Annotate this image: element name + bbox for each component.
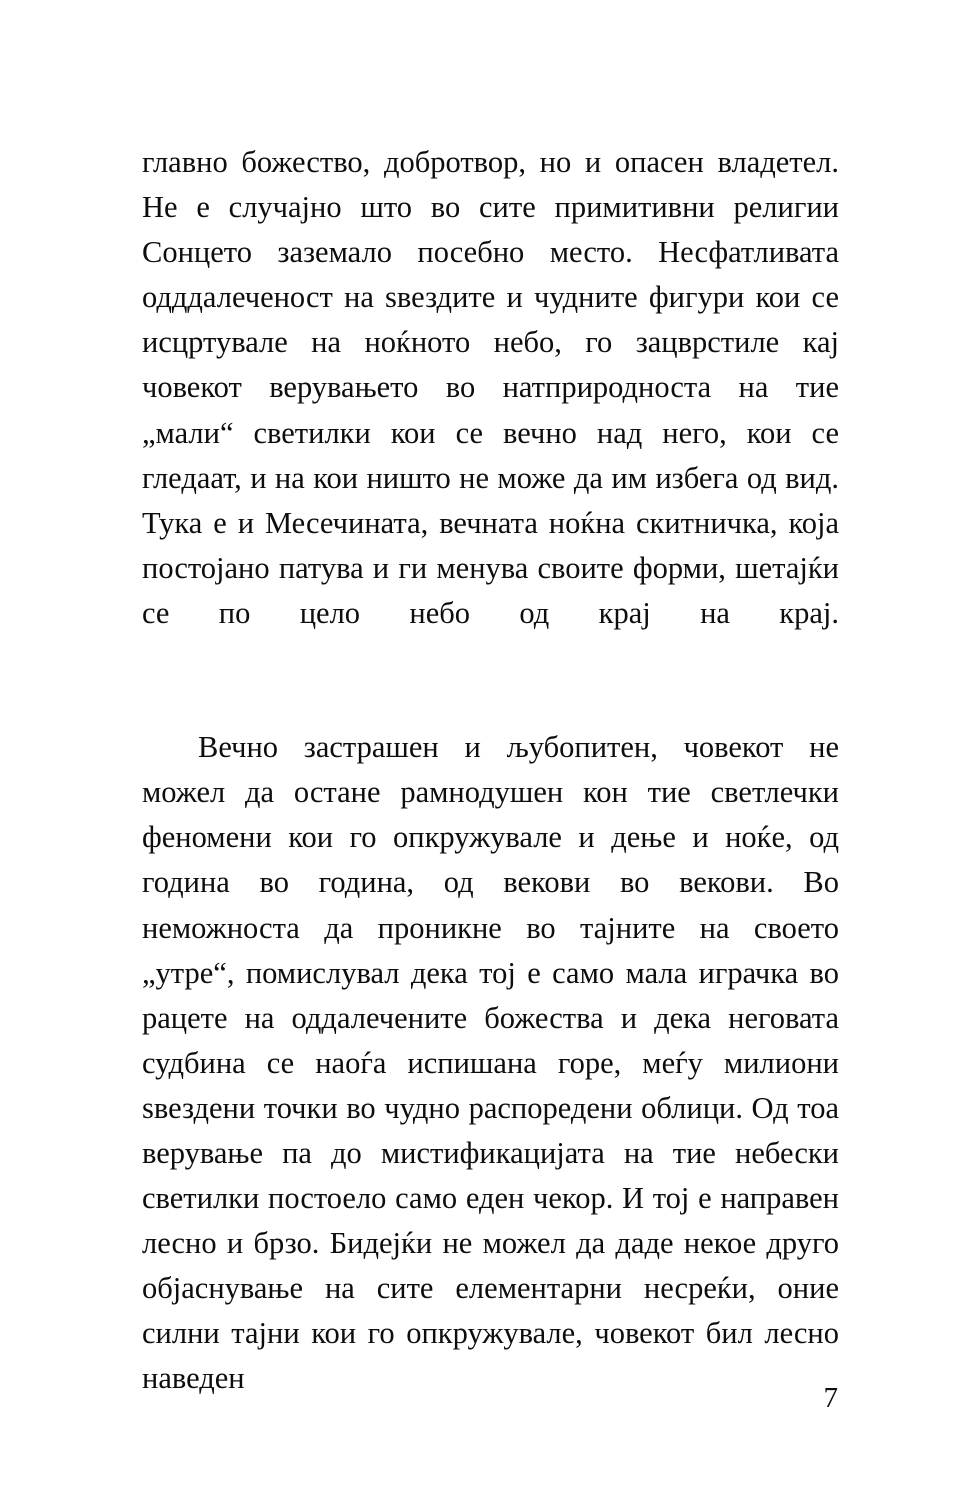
page-text-block [142,140,839,1447]
page-number: 7 [823,1382,838,1414]
body-paragraph-2: Вечно застрашен и љубопитен, човекот не можел да остане рамнодушен кон тие светлечки феномени кои го опкружувале и дење и ноќе, од година во година, од векови во векови. Во неможноста да проникне во тајните на своето „утре“, помислувал дека тој е само мала играчка во рацете на оддалечените божества и дека неговата судбина се наоѓа испишана горе, меѓу милиони ѕвездени точки во чудно распоредени облици. Од тоа верување па до мистификацијата на тие небески светилки постоело само еден чекор. И тој е направен лесно и брзо. Бидејќи не можел да даде некое друго објаснување на сите елементарни несреќи, оние силни тајни кои го опкружувале, човекот бил лесно наведен [142,730,839,1396]
body-paragraph-1: главно божество, добротвор, но и опасен владетел. Не е случајно што во сите примитивни религии Сонцето заземало посебно место. Несфатливата одддалеченост на ѕвездите и чудните фигури кои се исцртувале на ноќното небо, го зацврстиле кај човекот верувањето во натприродноста на тие „мали“ светилки кои се вечно над него, кои се гледаат, и на кои ништо не може да им избега од вид. Тука е и Месечината, вечната ноќна скитничка, која постојано патува и ги менува своите форми, шетајќи се по цело небо од крај на крај. [142,145,839,630]
